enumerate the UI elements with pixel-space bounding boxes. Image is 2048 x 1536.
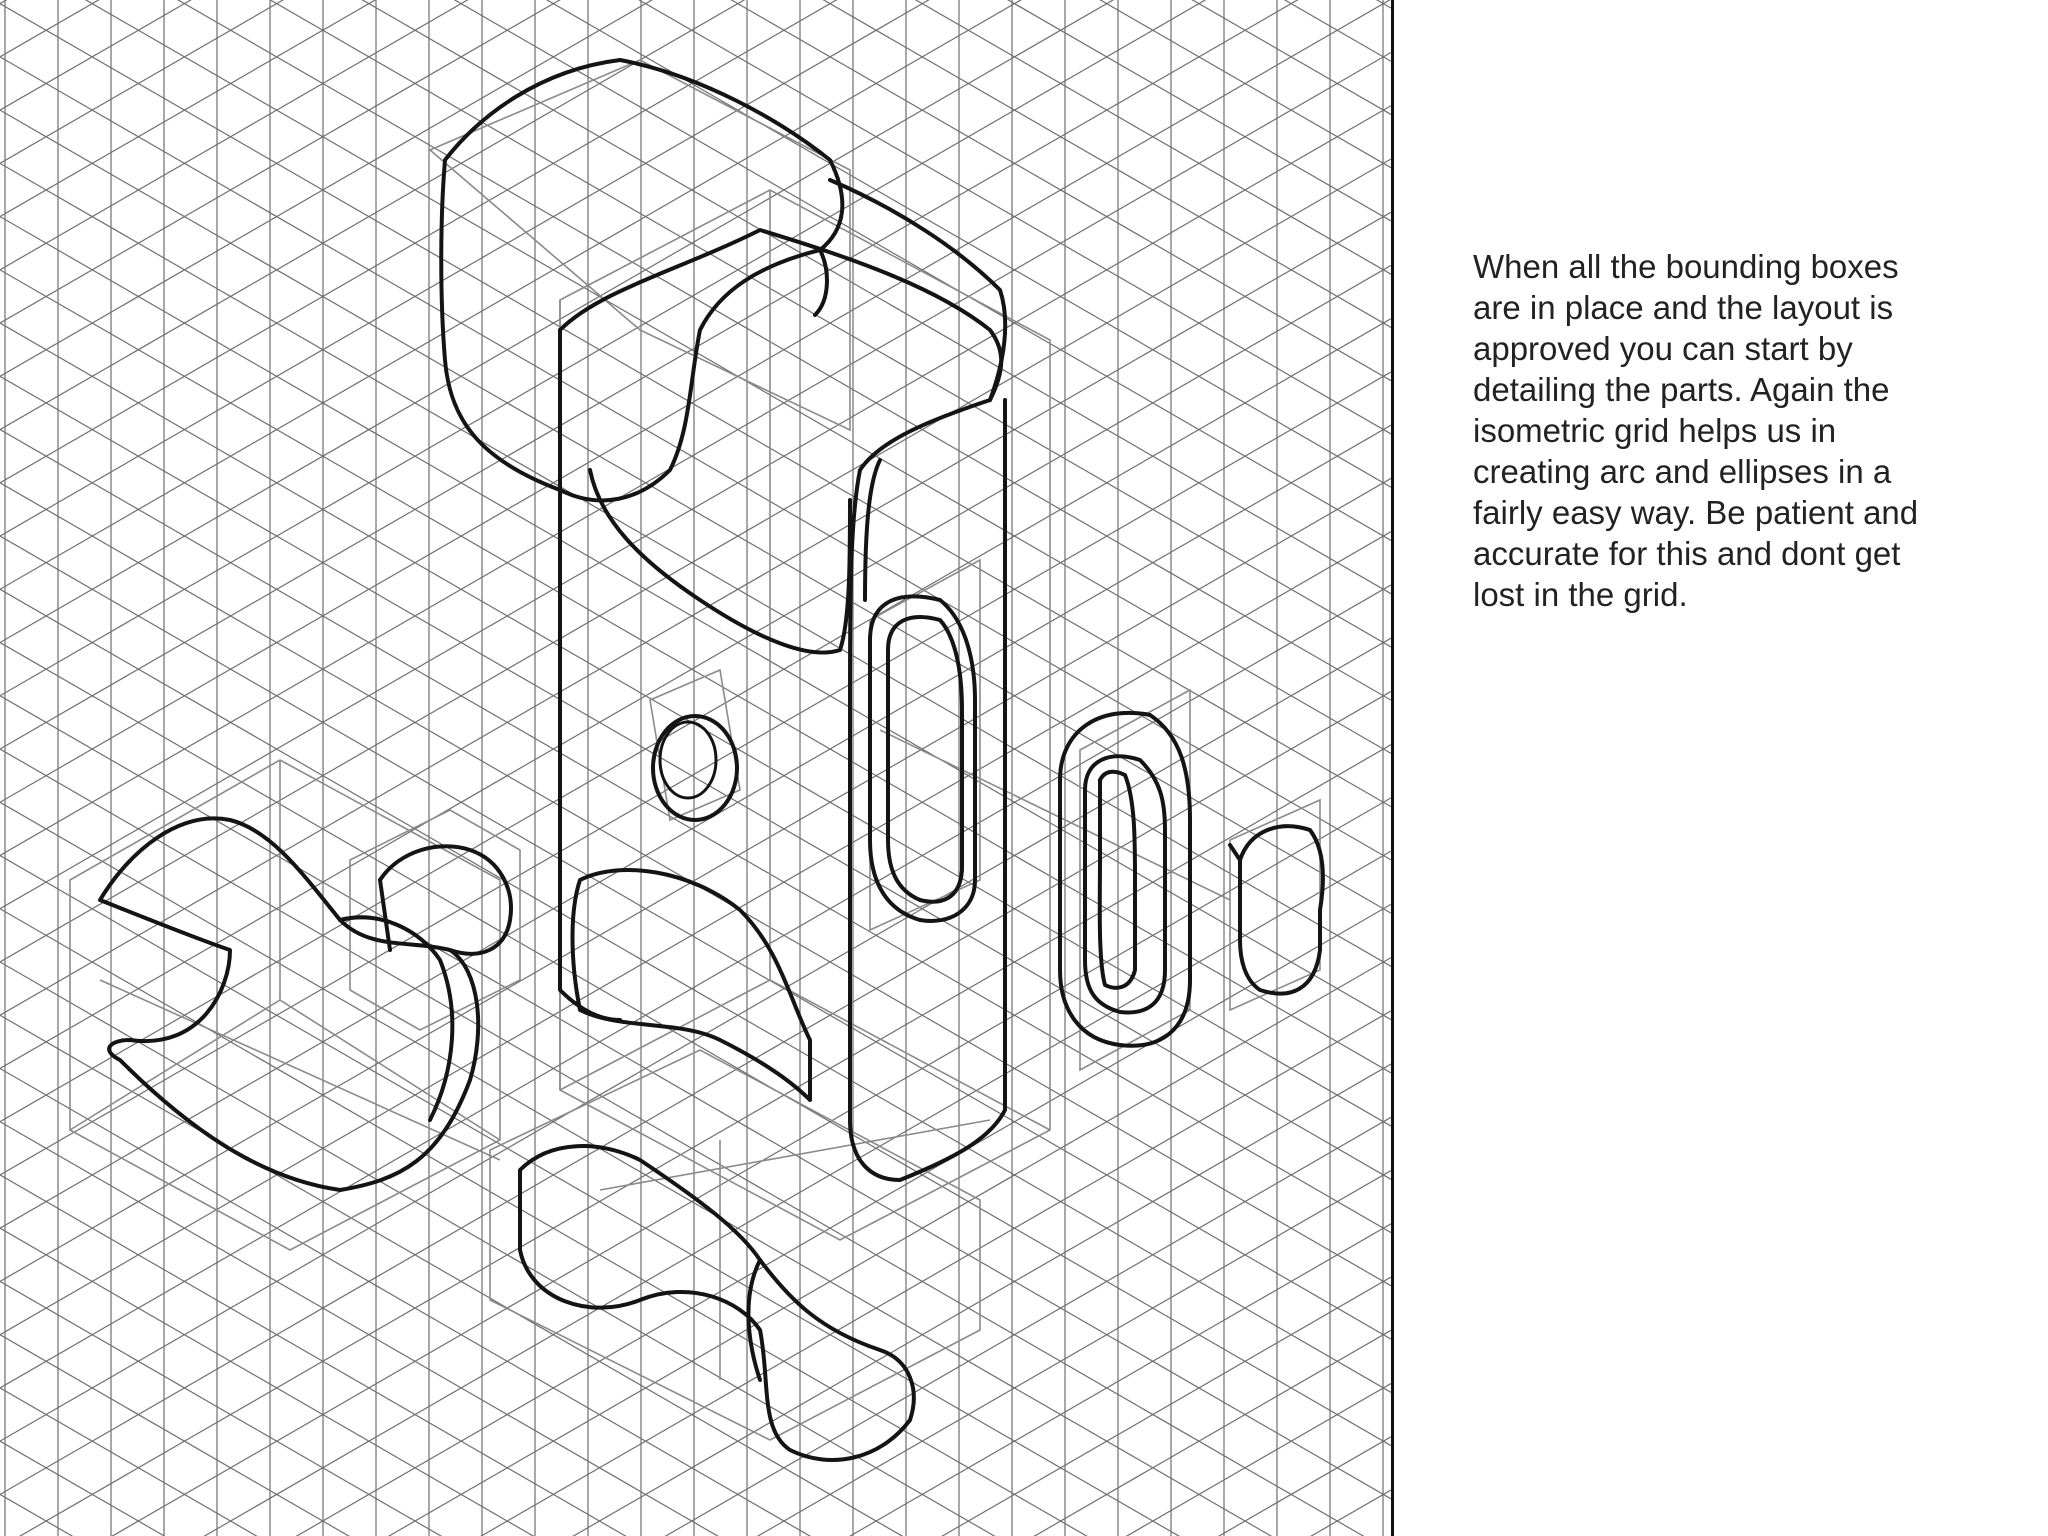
left-clip-part	[100, 818, 478, 1190]
panel-divider	[1391, 0, 1394, 1536]
round-port-part	[653, 716, 737, 820]
small-button-cap-part	[1240, 826, 1323, 993]
construction-lines	[70, 60, 1320, 1440]
ink-outlines	[100, 60, 1323, 1460]
caption-text: When all the bounding boxes are in place and the layout is approved you can start by detailing the parts. Again the isometric grid helps us in creating arc and ellipses in a fairly easy way. Be patient and accurate for this and dont get lost in the grid.	[1473, 248, 1919, 613]
